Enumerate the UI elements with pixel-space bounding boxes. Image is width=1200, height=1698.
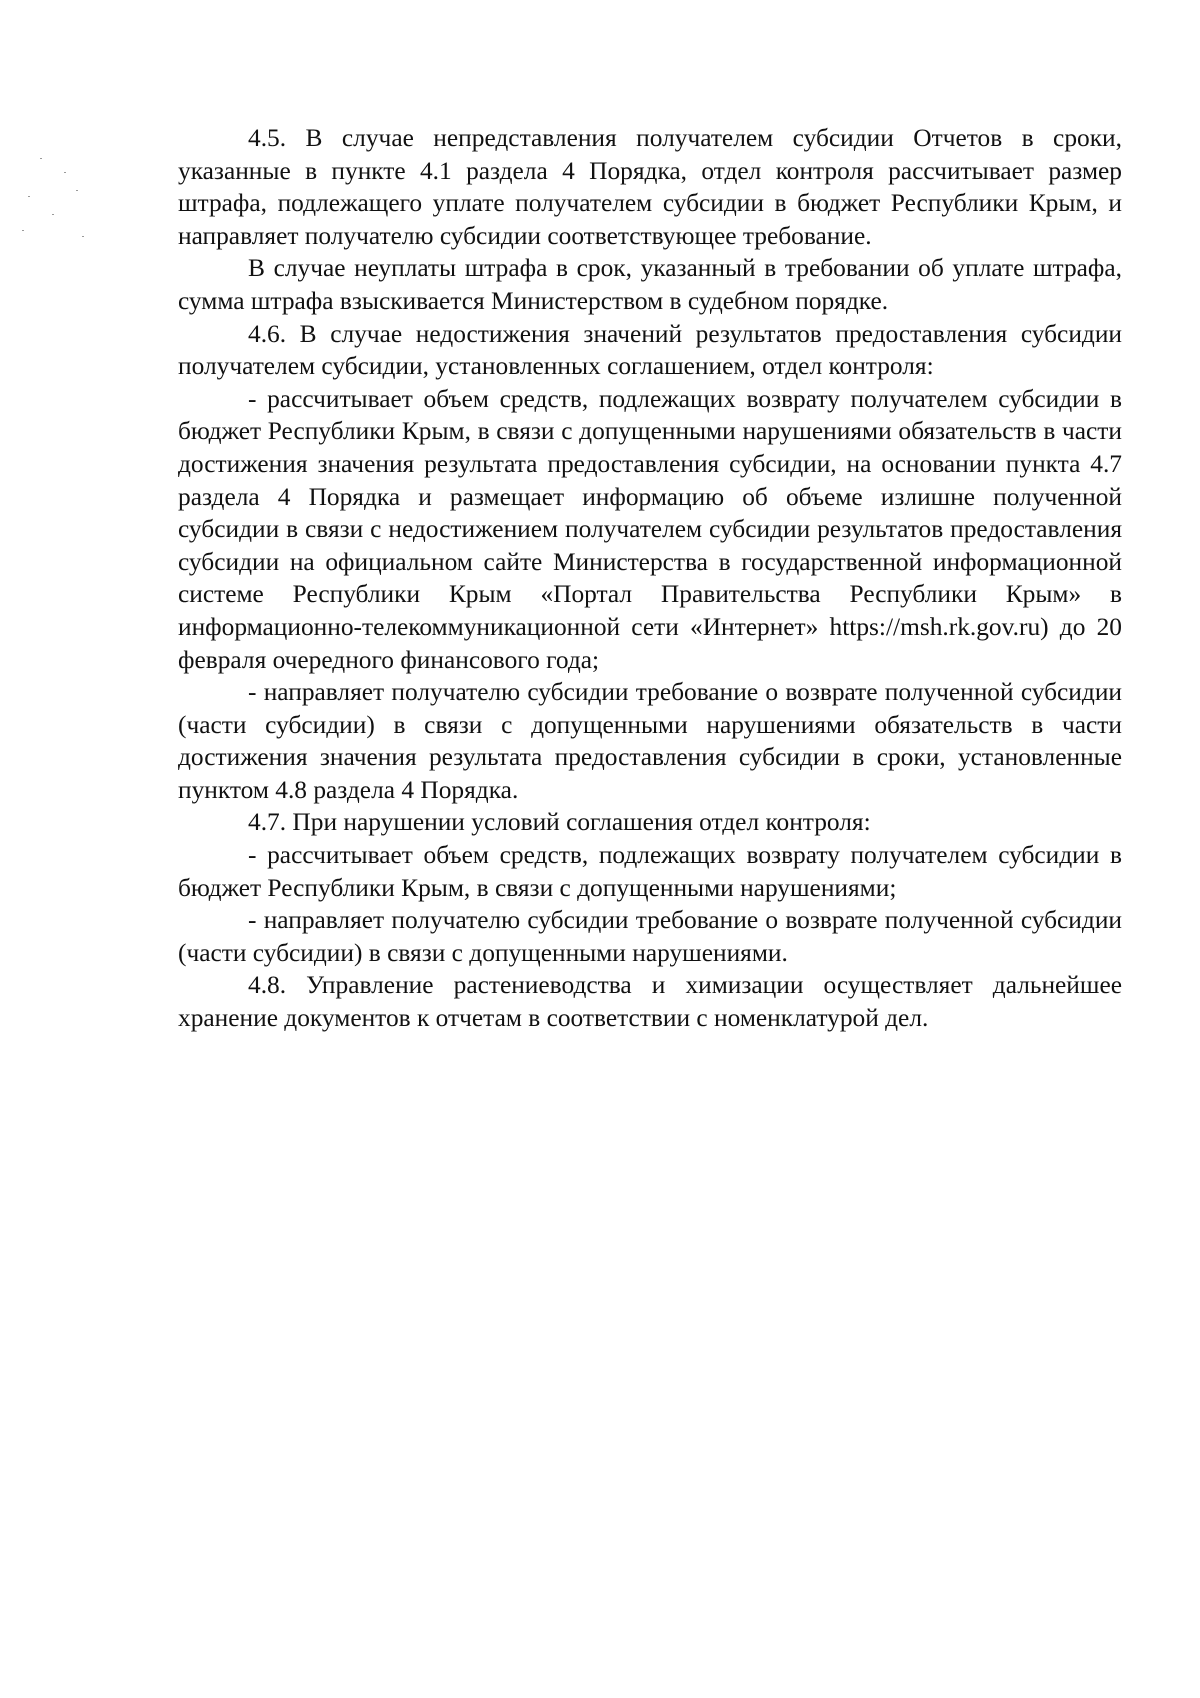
paragraph-4-6-item-calculate: - рассчитывает объем средств, подлежащих возврату получателем субсидии в бюджет Республики Крым, в связи с допущенными нарушениями обязательств в части достижения значения результата предоставления субсидии, на основании пункта 4.7 раздела 4 Порядка и размещает информацию об объеме излишне полученной субсидии в связи с недостижением получателем субсидии результатов предоставления субсидии на официальном сайте Министерства в государственной информационной системе Республики Крым «Портал Правительства Республики Крым» в информационно-телекоммуникационной сети «Интернет» https://msh.rk.gov.ru) до 20 февраля очередного финансового года; (178, 384, 1122, 674)
paragraph-4-8: 4.8. Управление растениеводства и химизации осуществляет дальнейшее хранение документов к отчетам в соответствии с номенклатурой дел. (178, 971, 1122, 1033)
paragraph-4-6: 4.6. В случае недостижения значений результатов предоставления субсидии получателем субсидии, установленных соглашением, отдел контроля: (178, 319, 1122, 381)
paragraph-4-7-item-calculate: - рассчитывает объем средств, подлежащих возврату получателем субсидии в бюджет Республики Крым, в связи с допущенными нарушениями; (178, 841, 1122, 902)
paragraph-4-7: 4.7. При нарушении условий соглашения отдел контроля: (248, 808, 871, 837)
document-body (178, 122, 1122, 1035)
paragraph-4-6-item-send-demand: - направляет получателю субсидии требование о возврате полученной субсидии (части субсидии) в связи с допущенными нарушениями обязательств в части достижения значения результата предоставления субсидии в сроки, установленные пунктом 4.8 раздела 4 Порядка. (178, 678, 1122, 804)
paragraph-4-7-item-send-demand: - направляет получателю субсидии требование о возврате полученной субсидии (части субсидии) в связи с допущенными нарушениями. (178, 906, 1122, 967)
paragraph-penalty-nonpayment: В случае неуплаты штрафа в срок, указанный в требовании об уплате штрафа, сумма штрафа взыскивается Министерством в судебном порядке. (178, 254, 1122, 315)
paragraph-4-5: 4.5. В случае непредставления получателем субсидии Отчетов в сроки, указанные в пункте 4.1 раздела 4 Порядка, отдел контроля рассчитывает размер штрафа, подлежащего уплате получателем субсидии в бюджет Республики Крым, и направляет получателю субсидии соответствующее требование. (178, 124, 1122, 250)
scan-artifact (18, 150, 98, 260)
